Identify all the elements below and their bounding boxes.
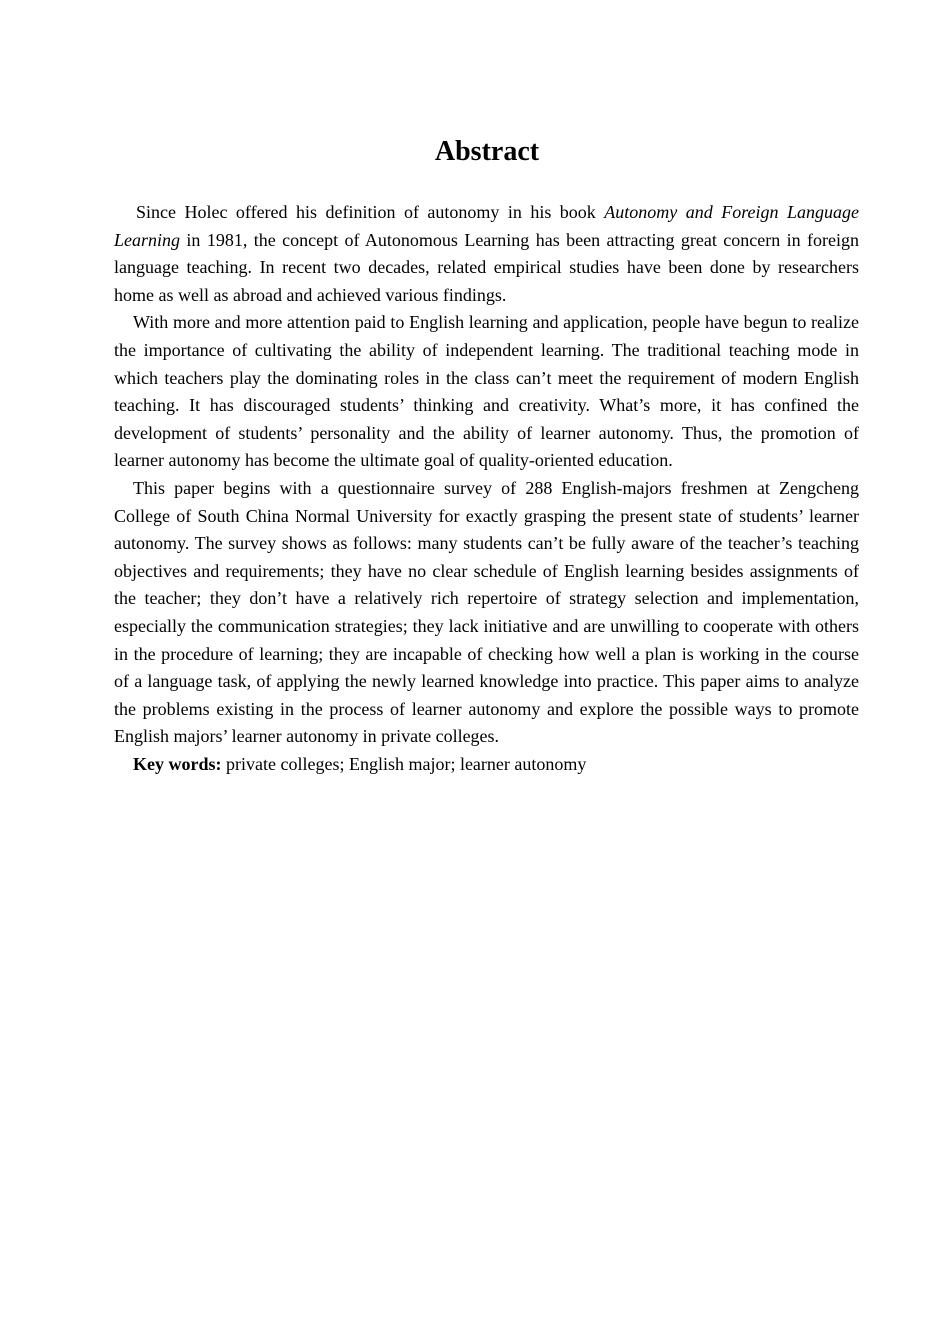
paragraph-1-rest: in 1981, the concept of Autonomous Learning has been attracting great concern in foreign language teaching. In recent two decades, related empirical studies have been done by researchers home as well as abroad and achieved various findings. xyxy=(114,229,859,305)
abstract-title: Abstract xyxy=(434,136,540,167)
paragraph-1-intro: Since Holec offered his definition of autonomy in his book xyxy=(136,202,605,222)
book-title: Autonomy and Foreign Language Learning xyxy=(114,202,859,250)
paragraph-2: With more and more attention paid to English learning and application, people have begun to realize the importance of cultivating the ability of independent learning. The traditional teaching mode in which teachers play the dominating roles in the class can’t meet the requirement of modern English teaching. It has discouraged students’ thinking and creativity. What’s more, it has confined the development of students’ personality and the ability of learner autonomy. Thus, the promotion of learner autonomy has become the ultimate goal of quality-oriented education. xyxy=(114,312,859,471)
paragraph-1 xyxy=(114,199,859,309)
keywords-line xyxy=(114,751,859,779)
keywords-value: private colleges; English major; learner autonomy xyxy=(221,753,587,774)
keywords-label: Key words: xyxy=(133,753,222,774)
paragraph-3: This paper begins with a questionnaire survey of 288 English-majors freshmen at Zengcheng College of South China Normal University for exactly grasping the present state of students’ learner autonomy. The survey shows as follows: many students can’t be fully aware of the teacher’s teaching objectives and requirements; they have no clear schedule of English learning besides assignments of the teacher; they don’t have a relatively rich repertoire of strategy selection and implementation, especially the communication strategies; they lack initiative and are unwilling to cooperate with others in the procedure of learning; they are incapable of checking how well a plan is working in the course of a language task, of applying the newly learned knowledge into practice. This paper aims to analyze the problems existing in the process of learner autonomy and explore the possible ways to promote English majors’ learner autonomy in private colleges. xyxy=(114,477,859,747)
abstract-body xyxy=(114,199,859,778)
